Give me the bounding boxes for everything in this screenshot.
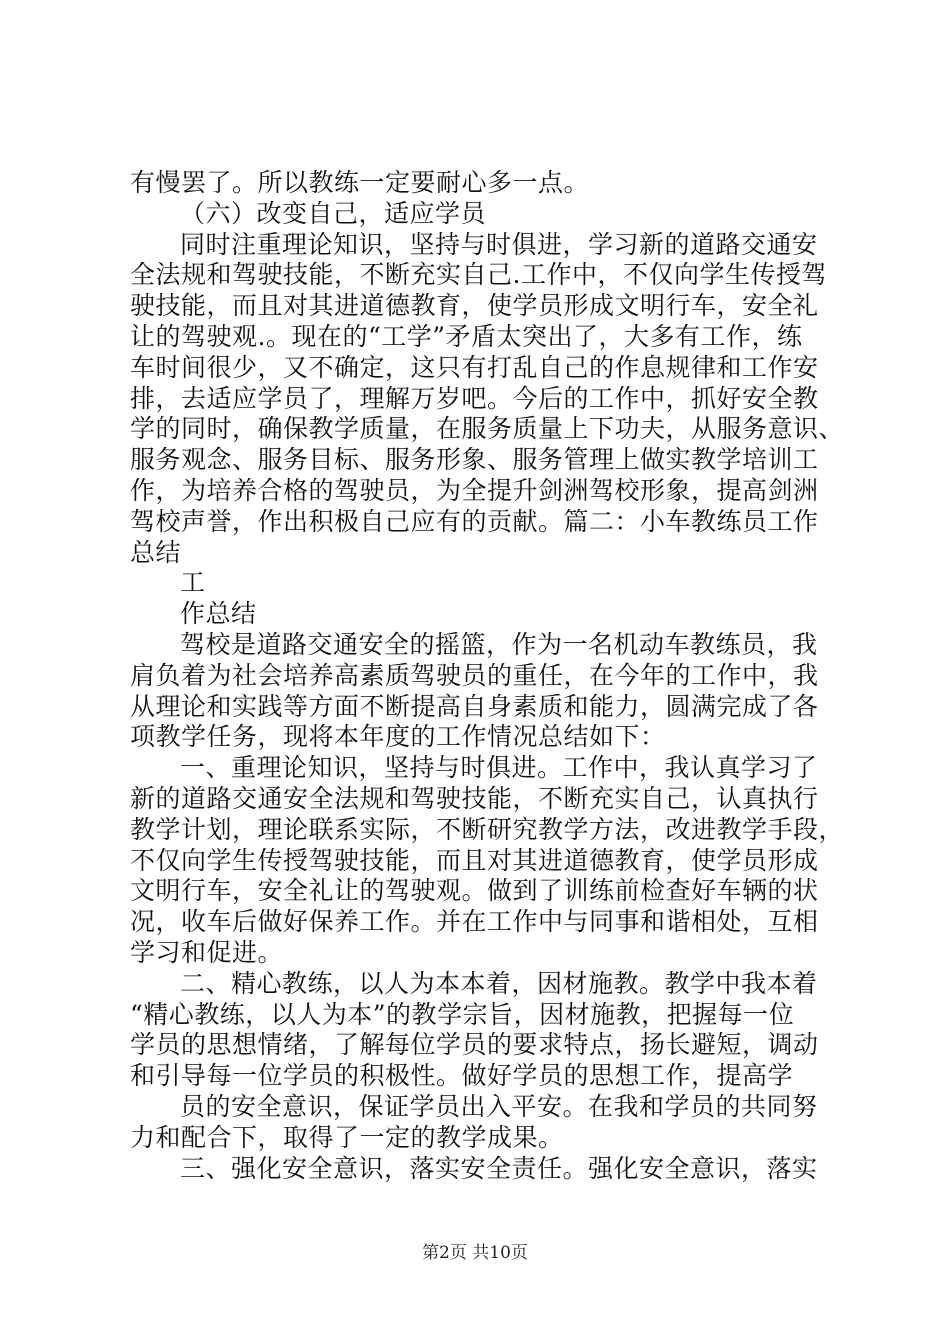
text-line: 排，去适应学员了，理解万岁吧。今后的工作中，抓好安全教 [130,383,819,413]
text-line: 教学计划，理论联系实际，不断研究教学方法，改进教学手段， [130,814,845,844]
text-line: 况，收车后做好保养工作。并在工作中与同事和谐相处，互相 [130,907,819,937]
text-line: 车时间很少，又不确定，这只有打乱自己的作息规律和工作安 [130,352,819,382]
text-line: 学员的思想情绪，了解每位学员的要求特点，扬长避短，调动 [130,1030,819,1060]
text-line: 驶技能，而且对其进道德教育，使学员形成文明行车，安全礼 [130,291,819,321]
text-line: 驾校是道路交通安全的摇篮，作为一名机动车教练员，我 [180,629,818,659]
text-line: 作总结 [180,599,257,629]
text-line: 力和配合下，取得了一定的教学成果。 [130,1122,564,1152]
text-line: 学习和促进。 [130,937,284,967]
text-line: 肩负着为社会培养高素质驾驶员的重任，在今年的工作中，我 [130,660,819,690]
page-footer: 第2页 共10页 [422,1243,528,1263]
text-line: 全法规和驾驶技能，不断充实自己.工作中，不仅向学生传授驾 [130,260,827,290]
text-line: 驾校声誉，作出积极自己应有的贡献。篇二：小车教练员工作 [130,506,819,536]
text-line: 二、精心教练，以人为本本着，因材施教。教学中我本着 [180,968,818,998]
text-line: 一、重理论知识，坚持与时俱进。工作中，我认真学习了 [180,753,818,783]
text-line: 和引导每一位学员的积极性。做好学员的思想工作，提高学 [130,1061,794,1091]
text-line: “精心教练，以人为本”的教学宗旨，因材施教，把握每一位 [130,999,795,1029]
text-line: 文明行车，安全礼让的驾驶观。做到了训练前检查好车辆的状 [130,876,819,906]
text-line: 工 [180,568,206,598]
document-body [130,168,845,1184]
text-line: 项教学任务，现将本年度的工作情况总结如下： [130,722,666,752]
text-line: 同时注重理论知识，坚持与时俱进，学习新的道路交通安 [180,229,818,259]
text-line: 让的驾驶观.。现在的“工学”矛盾太突出了，大多有工作，练 [130,321,803,351]
text-line: 不仅向学生传授驾驶技能，而且对其进道德教育，使学员形成 [130,845,819,875]
text-line: 总结 [130,537,182,567]
text-line: 三、强化安全意识，落实安全责任。强化安全意识，落实 [180,1153,818,1183]
text-line: 有慢罢了。所以教练一定要耐心多一点。 [130,168,590,197]
text-line: 新的道路交通安全法规和驾驶技能，不断充实自己，认真执行 [130,783,819,813]
text-line: 员的安全意识，保证学员出入平安。在我和学员的共同努 [180,1091,818,1121]
text-line: 作，为培养合格的驾驶员，为全提升剑洲驾校形象，提高剑洲 [130,475,819,505]
text-line: 从理论和实践等方面不断提高自身素质和能力，圆满完成了各 [130,691,819,721]
text-line: （六）改变自己，适应学员 [180,198,487,228]
text-line: 服务观念、服务目标、服务形象、服务管理上做实教学培训工 [130,445,819,475]
text-line: 学的同时，确保教学质量，在服务质量上下功夫，从服务意识、 [130,414,845,444]
